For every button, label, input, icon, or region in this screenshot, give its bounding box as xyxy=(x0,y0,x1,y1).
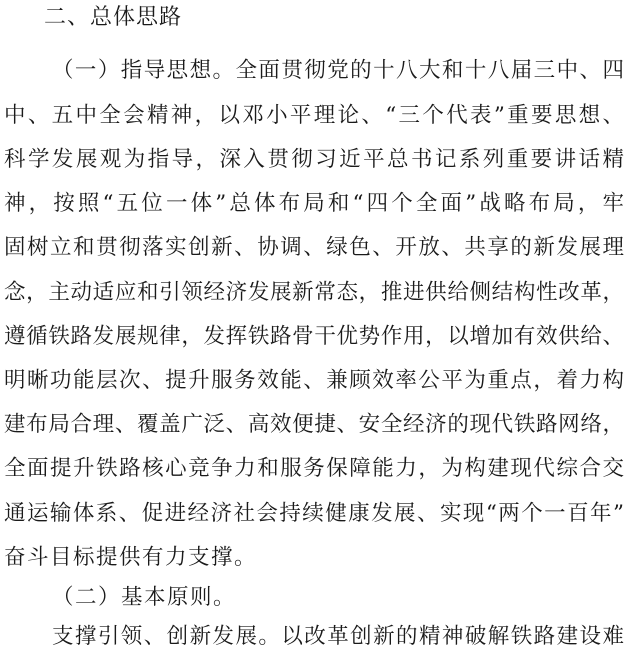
text-line: 明晰功能层次、提升服务效能、兼顾效率公平为重点，着力构 xyxy=(4,368,624,393)
text-line: （一）指导思想。全面贯彻党的十八大和十八届三中、四 xyxy=(52,58,624,83)
text-line: 固树立和贯彻落实创新、协调、绿色、开放、共享的新发展理 xyxy=(4,235,624,260)
text-line: 通运输体系、促进经济社会持续健康发展、实现“两个一百年” xyxy=(4,501,624,526)
text-line: 中、五中全会精神，以邓小平理论、“三个代表”重要思想、 xyxy=(4,103,624,128)
text-line: 建布局合理、覆盖广泛、高效便捷、安全经济的现代铁路网络， xyxy=(4,412,624,437)
subheading-line: （二）基本原则。 xyxy=(52,585,237,610)
text-line: 念，主动适应和引领经济发展新常态，推进供给侧结构性改革， xyxy=(4,280,624,305)
text-line: 支撑引领、创新发展。以改革创新的精神破解铁路建设难 xyxy=(52,624,624,649)
text-line: 奋斗目标提供有力支撑。 xyxy=(4,545,258,570)
text-line: 遵循铁路发展规律，发挥铁路骨干优势作用，以增加有效供给、 xyxy=(4,324,624,349)
text-line: 全面提升铁路核心竞争力和服务保障能力，为构建现代综合交 xyxy=(4,456,624,481)
text-line: 科学发展观为指导，深入贯彻习近平总书记系列重要讲话精 xyxy=(4,147,624,172)
section-heading: 二、总体思路 xyxy=(44,5,183,30)
text-line: 神，按照“五位一体”总体布局和“四个全面”战略布局，牢 xyxy=(4,191,624,216)
